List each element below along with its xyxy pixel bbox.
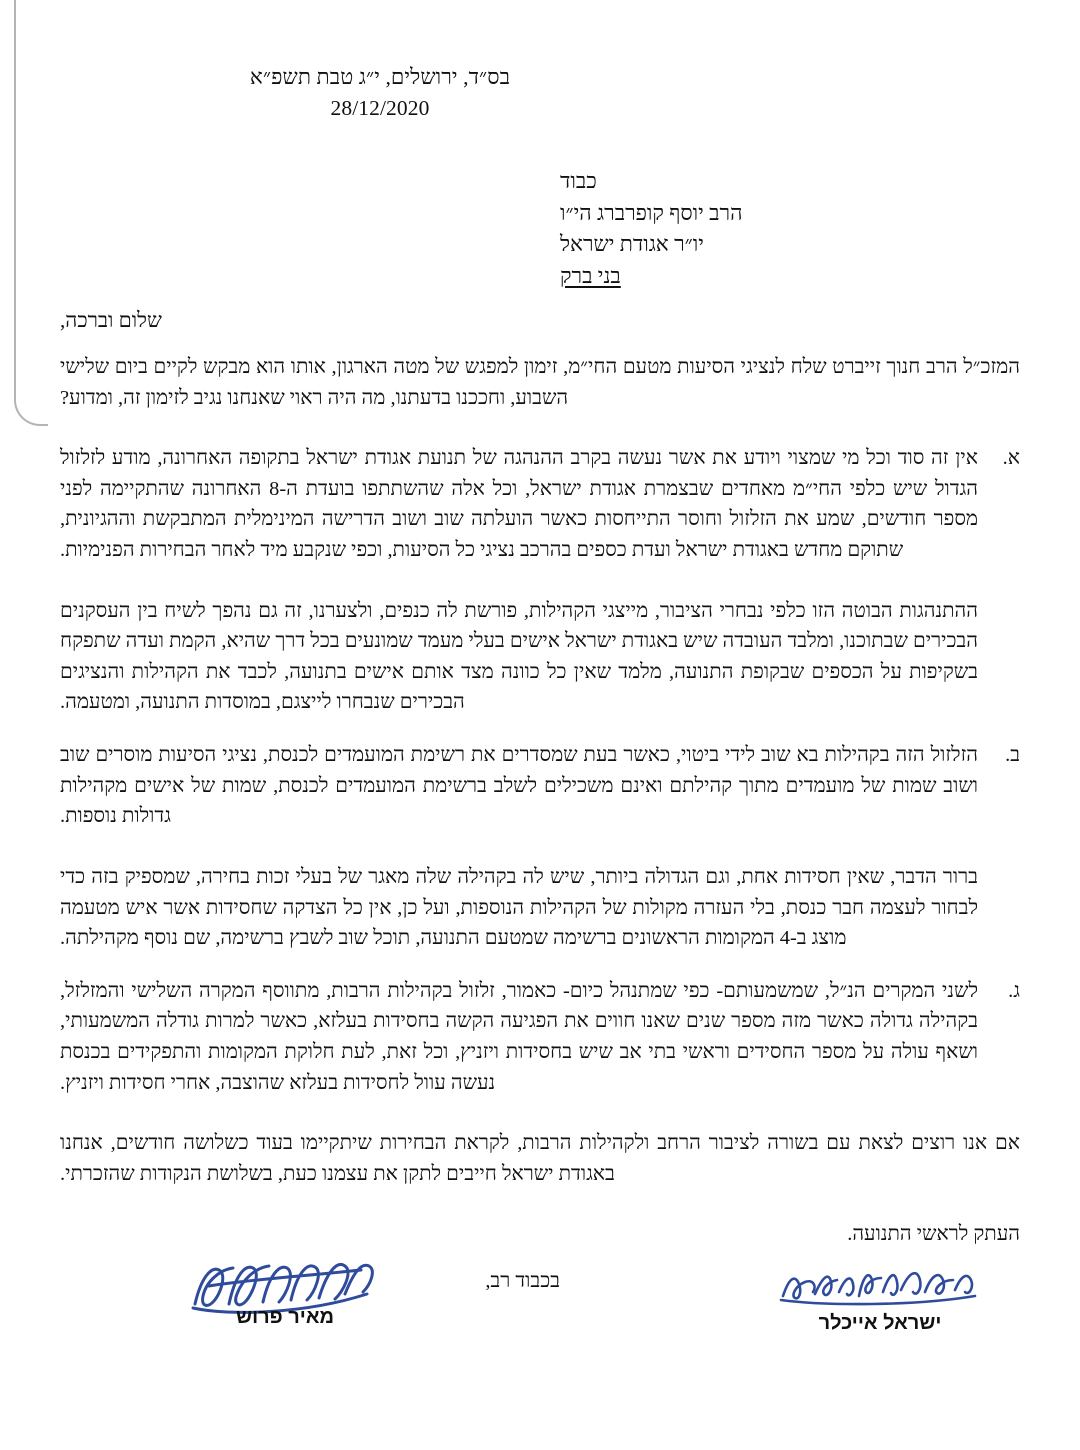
signatory-left-name: מאיר פרוש (236, 1306, 334, 1328)
signatory-right-name: ישראל אייכלר (818, 1312, 942, 1334)
list-item-bet-followup (60, 862, 1020, 954)
addressee-title: יו״ר אגודת ישראל (560, 232, 704, 257)
signature-block (60, 1262, 1020, 1412)
list-item-gimel (60, 976, 1020, 1098)
list-item-alef (60, 443, 1020, 565)
date-header (220, 62, 540, 123)
scan-edge-artifact (14, 0, 48, 426)
list-item-bet-followup-text: ברור הדבר, שאין חסידות אחת, וגם הגדולה ביותר, שיש לה בקהילה שלה מאגר של בעלי זכות בחירה, שמספיק בזה כדי לבחור לעצמה חבר כנסת, בלי העזרה מקולות של הקהילות הנוספות, ועל כן, אין כל הצדקה שחסידות אשר איש מטעמה מוצג ב-4 המקומות הראשונים ברשימה שמטעם התנועה, תוכל שוב לשבץ ברשימה, שם נוסף מקהילתה. (60, 865, 978, 950)
list-item-alef-followup (60, 596, 1020, 718)
letter-body (60, 352, 1020, 1250)
list-marker-alef: א. (1002, 447, 1020, 470)
greeting-line: שלום וברכה, (60, 308, 162, 332)
gregorian-date-line: 28/12/2020 (330, 95, 430, 120)
signature-ink-right (750, 1256, 1010, 1318)
spacer (60, 854, 1020, 862)
spacer (60, 1120, 1020, 1128)
list-item-bet-text: הזלזול הזה בקהילות בא שוב לידי ביטוי, כאשר בעת שמסדרים את רשימת המועמדים לכנסת, נציגי הסיעות מוסרים שוב ושוב שמות של מועמדים מתוך קהילתם ואינם משכילים לשלב ברשימת המועמדים לכנסת, שמות של אישים מקהילות גדולות נוספות. (60, 744, 978, 828)
addressee-city: בני ברק (560, 263, 621, 288)
list-marker-gimel: ג. (1008, 979, 1020, 1002)
addressee-name: הרב יוסף קופרברג הי״ו (560, 200, 743, 225)
addressee-block (560, 166, 1020, 292)
list-item-gimel-text: לשני המקרים הנ״ל, שמשמעותם- כפי שמתנהל כיום- כאמור, זלזול בקהילות הרבות, מתווסף המקרה השלישי והמזלזל, בקהילה גדולה כאשר מזה מספר שנים שאנו חווים את הפגיעה הקשה בחסידות בעלזא, כאשר למרות גודלה המשמעותי, ושאף עולה על מספר החסידים וראשי בתי אב שיש בחסידות ויזניץ, וכל זאת, לעת חלוקת המקומות והתפקידים בכנסת נעשה עוול לחסידות בעלזא שהוצבה, אחרי חסידות ויזניץ. (60, 979, 978, 1094)
copy-note: העתק לראשי התנועה. (847, 1223, 1020, 1246)
list-item-alef-followup-text: ההתנהגות הבוטה הזו כלפי נבחרי הציבור, מייצגי הקהילות, פורשת לה כנפים, ולצערנו, זה גם נהפך לשיח בין העסקנים הבכירים שבתוכנו, ומלבד העובדה שיש באגודת ישראל אישים בעלי מעמד שמונעים בכל דרך שהיא, הקמת ועדה שתפקח בשקיפות על הכספים שבקופת התנועה, מלמד שאין כל כוונה מצד אותם אישים בתנועה, לכבד את הקהילות והנציגים הבכירים שנבחרו לייצגם, במוסדות התנועה, ומטעמה. (60, 599, 978, 714)
list-item-bet (60, 740, 1020, 832)
addressee-honorific: כבוד (560, 169, 597, 193)
spacer (60, 588, 1020, 596)
list-item-alef-text: אין זה סוד וכל מי שמצוי ויודע את אשר נעשה בקרב ההנהגה של תנועת אגודת ישראל בתקופה האחרונה, מודע לזלזול הגדול שיש כלפי החי״מ מאחדים שבצמרת אגודת ישראל, וכל אלה שהשתתפו בועדת ה-8 האחרונה שהתקיימה לפני מספר חודשים, שמע את הזלזול וחוסר התייחסות כאשר הועלתה שוב ושוב הדרישה המינימלית המתבקשת וההגיונית, שתוקם מחדש באגודת ישראל ועדת כספים בהרכב נציגי כל הסיעות, וכפי שנקבע מיד לאחר הבחירות הפנימיות. (60, 447, 979, 562)
signature-ink-left (155, 1250, 415, 1312)
signatory-left (155, 1250, 415, 1329)
closing-paragraph: אם אנו רוצים לצאת עם בשורה לציבור הרחב ולקהילות הרבות, לקראת הבחירות שיתקיימו בעוד כשלושה חודשים, אנחנו באגודת ישראל חייבים לתקן את עצמנו כעת, בשלושת הנקודות שהזכרתי. (60, 1132, 1020, 1185)
closing-salutation: בכבוד רב, (485, 1270, 560, 1292)
hebrew-date-line: בס״ד, ירושלים, י״ג טבת תשפ״א (249, 65, 511, 89)
intro-paragraph: המזכ״ל הרב חנוך זייברט שלח לנציגי הסיעות מטעם החי״מ, זימון למפגש של מטה הארגון, אותו הוא מבקש לקיים ביום שלישי השבוע, וחככנו בדעתנו, מה היה ראוי שאנחנו נגיב לזימון זה, ומדוע? (60, 356, 1020, 409)
list-marker-bet: ב. (1005, 744, 1020, 767)
signatory-right (750, 1256, 1010, 1335)
